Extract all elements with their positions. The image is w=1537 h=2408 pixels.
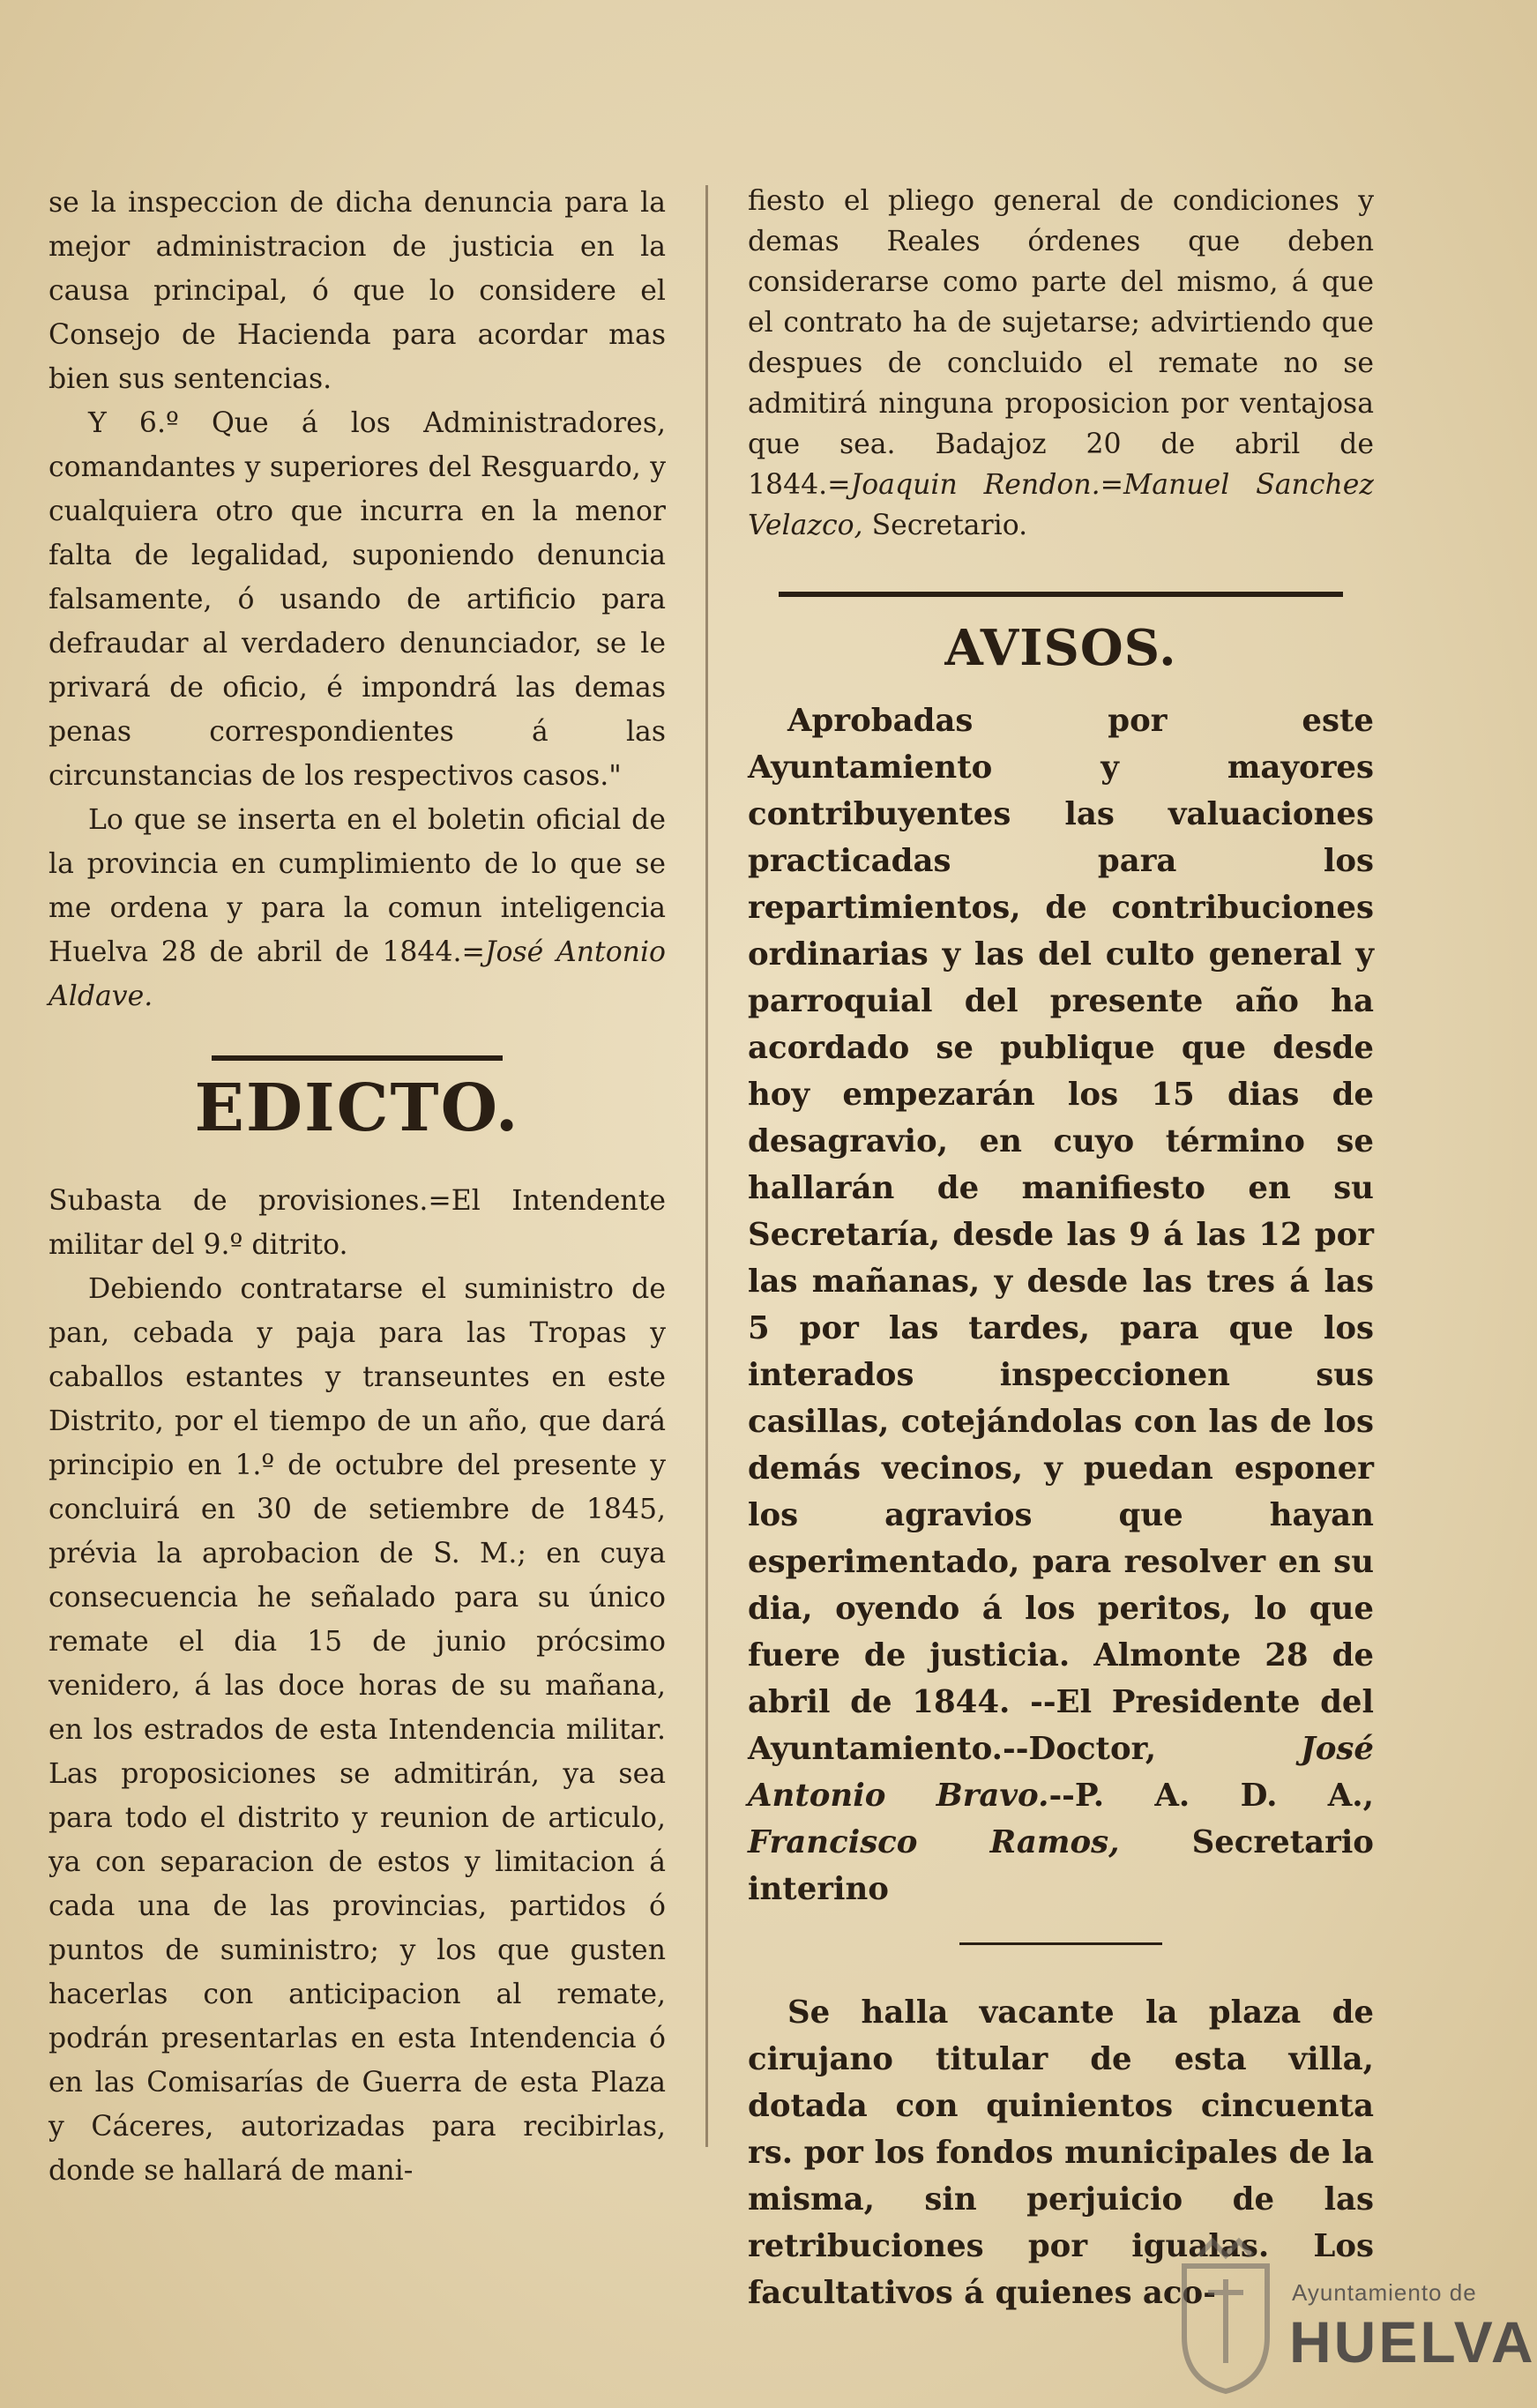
avisos-top-rule — [779, 592, 1343, 597]
left-paragraph-1: se la inspeccion de dicha denuncia para la mejor administracion de justicia en la causa principal, ó que lo considere el Consejo de Hacienda para acordar mas bien sus sentencias. — [48, 187, 666, 395]
avisos-paragraph-1 — [748, 697, 1374, 1912]
bravo-signature: José Antonio Bravo. — [748, 1731, 1374, 1814]
right-paragraph-1-text: fiesto el pliego general de condiciones y demas Reales órdenes que deben considerarse como parte del mismo, á que el contrato ha de sujetarse; advirtiendo que despues de concluido el remate no se admitirá ninguna proposicion por ventajosa que sea. Badajoz 20 de abril de 1844.= — [748, 185, 1374, 501]
ramos-signature: Francisco Ramos, — [748, 1824, 1120, 1860]
avisos-separator-rule — [959, 1942, 1162, 1945]
rendon-velazco-signature: Joaquin Rendon.=Manuel Sanchez Velazco, — [748, 469, 1374, 541]
avisos-heading: AVISOS. — [944, 619, 1177, 677]
aldave-signature: José Antonio Aldave. — [48, 936, 666, 1012]
edicto-subasta-line: Subasta de provisiones.=El Intendente militar del 9.º ditrito. — [48, 1185, 666, 1261]
avisos-paragraph-1-text: Aprobadas por este Ayuntamiento y mayores contribuyentes las valuaciones practicadas para los repartimientos, de contribuciones ordinarias y las del culto general y parroquial del presente año ha acordado se publique que desde hoy empezarán los 15 dias de desagravio, en cuyo término se hallarán de manifiesto en su Secretaría, desde las 9 á las 12 por las mañanas, y desde las tres á las 5 por las tardes, para que los interados inspeccionen sus casillas, cotejándolas con las de los demás vecinos, y puedan esponer los agravios que hayan esperimentado, para resolver en su dia, oyendo á los peritos, lo que fuere de justicia. Almonte 28 de abril de 1844. --El Presidente del Ayuntamiento.--Doctor, — [748, 703, 1374, 1767]
avisos-paragraph-2: Se halla vacante la plaza de cirujano titular de esta villa, dotada con quinientos cincuenta rs. por los fondos municipales de la misma, sin perjuicio de las retribuciones por igualas. Los facultativos á quienes aco- — [748, 1994, 1374, 2311]
column-divider — [705, 185, 708, 2147]
edicto-heading: EDICTO. — [194, 1070, 520, 1146]
left-paragraph-3 — [48, 798, 666, 1018]
watermark-name: HUELVA — [1289, 2309, 1536, 2374]
right-paragraph-1-end: Secretario. — [862, 510, 1028, 541]
left-paragraph-2: Y 6.º Que á los Administradores, comandantes y superiores del Resguardo, y cualquiera otro que incurra en la menor falta de legalidad, suponiendo denuncia falsamente, ó usando de artificio para defraudar al verdadero denunciador, se le privará de oficio, é impondrá las demas penas correspondientes á las circunstancias de los respectivos casos." — [48, 407, 666, 792]
right-column — [748, 181, 1374, 2316]
right-paragraph-1 — [748, 181, 1374, 546]
avisos-paragraph-1-mid: --P. A. D. A., — [1048, 1778, 1374, 1814]
left-column — [48, 181, 666, 2193]
watermark-caption: Ayuntamiento de — [1292, 2279, 1477, 2306]
avisos-paragraph-1-end: Secretario interino — [748, 1824, 1374, 1907]
left-paragraph-3-text: Lo que se inserta en el boletin oficial de la provincia en cumplimiento de lo que se me ordena y para la comun inteligencia Huelva 28 de abril de 1844.= — [48, 804, 666, 968]
edicto-body: Debiendo contratarse el suministro de pan, cebada y paja para las Tropas y caballos estantes y transeuntes en este Distrito, por el tiempo de un año, que dará principio en 1.º de octubre del presente y concluirá en 30 de setiembre de 1845, prévia la aprobacion de S. M.; en cuya consecuencia he señalado para su único remate el dia 15 de junio prócsimo venidero, á las doce horas de su mañana, en los estrados de esta Intendencia militar. Las proposiciones se admitirán, ya sea para todo el distrito y reunion de articulo, ya con separacion de estos y limitacion á cada una de las provincias, partidos ó puntos de suministro; y los que gusten hacerlas con anticipacion al remate, podrán presentarlas en esta Intendencia ó en las Comisarías de Guerra de esta Plaza y Cáceres, autorizadas para recibirlas, donde se hallará de mani- — [48, 1273, 666, 2187]
edicto-top-rule — [212, 1055, 503, 1061]
